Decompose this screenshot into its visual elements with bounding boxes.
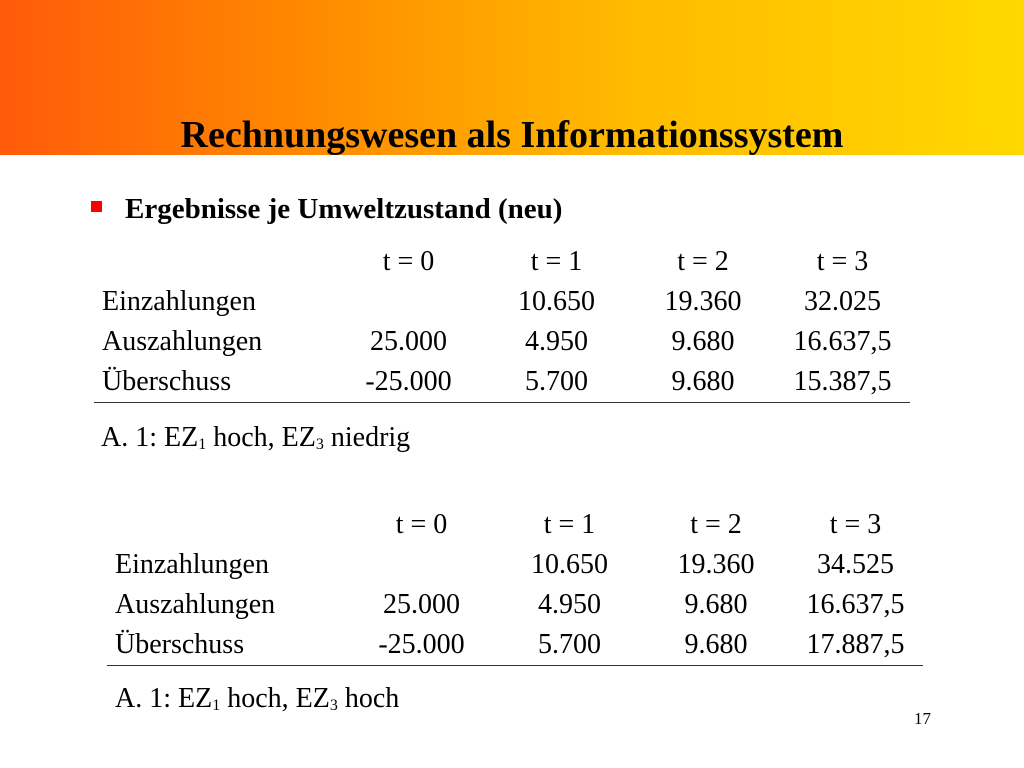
cell-t1: 5.700	[482, 362, 631, 403]
header-cell-t3: t = 3	[829, 509, 882, 540]
header-cell-t0: t = 0	[382, 246, 435, 277]
cell-t3: 17.887,5	[788, 625, 923, 666]
cell-t0: -25.000	[348, 625, 495, 666]
caption-middle: hoch, EZ	[206, 422, 316, 453]
table-row-ueberschuss	[94, 362, 910, 403]
header-cell-empty	[94, 242, 335, 282]
cash-flow-table-2	[107, 505, 923, 666]
caption-subscript-1: 1	[212, 697, 221, 714]
table-row-ueberschuss	[107, 625, 923, 666]
page-number: 17	[914, 709, 931, 728]
cell-t1: 4.950	[538, 589, 601, 620]
cell-t2: 9.680	[631, 362, 775, 403]
cash-flow-table-1	[94, 242, 910, 403]
table-header-row	[94, 242, 910, 282]
cell-t0: -25.000	[335, 362, 482, 403]
table-row-auszahlungen	[94, 322, 910, 362]
caption-suffix: niedrig	[323, 422, 411, 453]
cell-t2: 9.680	[684, 589, 748, 620]
caption-subscript-1: 1	[198, 436, 207, 453]
cell-t1: 10.650	[531, 549, 608, 580]
caption-suffix: hoch	[337, 683, 400, 714]
caption-prefix: A. 1: EZ	[101, 422, 199, 453]
cell-t2: 19.360	[677, 549, 755, 580]
cell-t3: 16.637,5	[793, 326, 892, 357]
row-label: Einzahlungen	[115, 549, 269, 580]
caption-prefix: A. 1: EZ	[115, 683, 213, 714]
cell-t0: 25.000	[383, 589, 460, 620]
table-row-einzahlungen	[94, 282, 910, 322]
caption-subscript-3: 3	[315, 436, 324, 453]
cell-t1: 5.700	[495, 625, 644, 666]
cell-t2: 9.680	[671, 326, 735, 357]
row-label: Auszahlungen	[102, 326, 263, 357]
table-header-row	[107, 505, 923, 545]
bullet-text: Ergebnisse je Umweltzustand (neu)	[125, 193, 563, 225]
header-cell-t1: t = 1	[530, 246, 583, 277]
cell-t2: 19.360	[664, 286, 742, 317]
header-cell-empty	[107, 505, 348, 545]
table-caption-2	[115, 681, 399, 717]
square-bullet-icon	[91, 201, 102, 212]
slide-title: Rechnungswesen als Informationssystem	[180, 114, 844, 156]
cell-t3: 15.387,5	[775, 362, 910, 403]
header-cell-t3: t = 3	[816, 246, 869, 277]
caption-middle: hoch, EZ	[220, 683, 330, 714]
cell-t2: 9.680	[644, 625, 788, 666]
table-row-auszahlungen	[107, 585, 923, 625]
cell-t0	[348, 545, 495, 585]
cell-t3: 32.025	[804, 286, 881, 317]
header-cell-t2: t = 2	[677, 246, 729, 277]
cell-t3: 16.637,5	[806, 589, 905, 620]
header-cell-t2: t = 2	[690, 509, 742, 540]
cell-t0: 25.000	[370, 326, 447, 357]
row-label: Überschuss	[94, 362, 335, 403]
cell-t0	[335, 282, 482, 322]
row-label: Einzahlungen	[102, 286, 256, 317]
cell-t1: 4.950	[525, 326, 588, 357]
caption-subscript-3: 3	[329, 697, 338, 714]
cell-t3: 34.525	[817, 549, 894, 580]
header-cell-t1: t = 1	[543, 509, 596, 540]
row-label: Auszahlungen	[115, 589, 276, 620]
header-cell-t0: t = 0	[395, 509, 448, 540]
table-row-einzahlungen	[107, 545, 923, 585]
row-label: Überschuss	[107, 625, 348, 666]
table-caption-1	[101, 420, 410, 456]
cell-t1: 10.650	[518, 286, 595, 317]
